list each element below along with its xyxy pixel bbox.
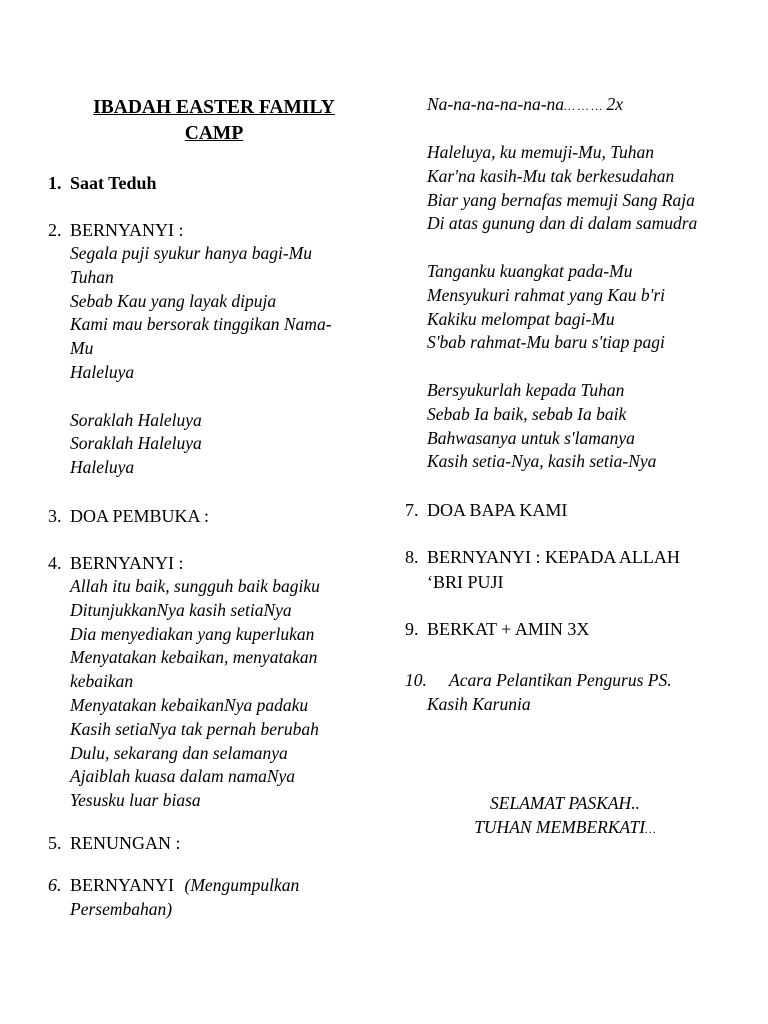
lyric-line: Dulu, sekarang dan selamanya bbox=[70, 742, 288, 763]
closing-line-2-text: TUHAN MEMBERKATI bbox=[474, 816, 646, 837]
item-10-number: 10. bbox=[405, 670, 427, 690]
lyric-line: Menyatakan kebaikan, menyatakan bbox=[70, 647, 318, 668]
verse-2 bbox=[427, 260, 665, 355]
item-8 bbox=[405, 545, 680, 569]
item-6-label: BERNYANYI bbox=[70, 875, 175, 895]
lyric-line: Haleluya bbox=[70, 361, 135, 382]
lyric-line: Sebab Kau yang layak dipuja bbox=[70, 290, 277, 311]
item-1-label: Saat Teduh bbox=[70, 173, 157, 193]
lyric-line: Tanganku kuangkat pada-Mu bbox=[427, 261, 633, 281]
closing-line-1: SELAMAT PASKAH.. bbox=[490, 793, 640, 813]
lyric-line: Mensyukuri rahmat yang Kau b'ri bbox=[427, 284, 666, 305]
item-4-label: BERNYANYI : bbox=[70, 553, 184, 573]
item-3-number: 3. bbox=[48, 506, 62, 526]
lyric-line: Yesusku luar biasa bbox=[70, 790, 201, 811]
lyric-line: Kakiku melompat bagi-Mu bbox=[427, 308, 615, 329]
refrain-repeat: 2x bbox=[602, 94, 623, 114]
song-4-lyrics bbox=[70, 575, 320, 813]
lyric-line: Kasih setiaNya tak pernah berubah bbox=[70, 718, 319, 739]
closing-line-2 bbox=[405, 816, 725, 842]
item-3 bbox=[48, 504, 209, 528]
verse-1 bbox=[427, 141, 697, 236]
item-10 bbox=[405, 669, 672, 693]
lyric-line: Kami mau bersorak tinggikan Nama- bbox=[70, 314, 332, 335]
lyric-line: Allah itu baik, sungguh baik bagiku bbox=[70, 576, 320, 596]
lyric-line: Menyatakan kebaikanNya padaku bbox=[70, 694, 309, 715]
lyric-line: Mu bbox=[70, 338, 94, 359]
item-8-number: 8. bbox=[405, 547, 419, 567]
item-3-label: DOA PEMBUKA : bbox=[70, 506, 210, 526]
item-5-label: RENUNGAN : bbox=[70, 833, 181, 853]
lyric-line: Kar'na kasih-Mu tak berkesudahan bbox=[427, 165, 675, 186]
lyric-blank bbox=[70, 385, 332, 409]
item-7-number: 7. bbox=[405, 500, 419, 520]
ellipsis-dots: … … … bbox=[564, 99, 603, 113]
item-1 bbox=[48, 171, 157, 195]
item-5-number: 5. bbox=[48, 833, 62, 853]
page-title: IBADAH EASTER FAMILY CAMP bbox=[93, 97, 335, 144]
item-6 bbox=[48, 873, 299, 898]
item-6-subtitle-cont: Persembahan) bbox=[70, 899, 173, 919]
lyric-line: DitunjukkanNya kasih setiaNya bbox=[70, 599, 292, 620]
verse-3 bbox=[427, 379, 656, 474]
lyric-line: Ajaiblah kuasa dalam namaNya bbox=[70, 766, 296, 787]
song-2-lyrics bbox=[70, 242, 332, 480]
lyric-line: Soraklah Haleluya bbox=[70, 409, 202, 430]
closing-dots: … bbox=[645, 821, 656, 836]
lyric-line: Haleluya bbox=[70, 457, 135, 478]
item-6-subtitle: (Mengumpulkan bbox=[184, 875, 300, 895]
lyric-line: Dia menyediakan yang kuperlukan bbox=[70, 623, 315, 644]
item-5 bbox=[48, 831, 181, 855]
item-2-label: BERNYANYI : bbox=[70, 220, 184, 240]
closing-greeting bbox=[405, 792, 725, 842]
lyric-line: Biar yang bernafas memuji Sang Raja bbox=[427, 189, 695, 210]
item-8-label-cont: ‘BRI PUJI bbox=[427, 572, 504, 592]
item-9-label: BERKAT + AMIN 3X bbox=[427, 619, 590, 639]
item-10-label-cont: Kasih Karunia bbox=[427, 694, 531, 714]
lyric-line: kebaikan bbox=[70, 671, 134, 692]
lyric-line: Bahwasanya untuk s'lamanya bbox=[427, 427, 635, 448]
refrain-text: Na-na-na-na-na-na bbox=[427, 94, 565, 114]
item-9-number: 9. bbox=[405, 619, 419, 639]
lyric-line: Soraklah Haleluya bbox=[70, 433, 202, 454]
item-7 bbox=[405, 498, 567, 522]
lyric-line: Segala puji syukur hanya bagi-Mu bbox=[70, 243, 313, 263]
item-1-number: 1. bbox=[48, 173, 62, 193]
lyric-line: Di atas gunung dan di dalam samudra bbox=[427, 213, 698, 234]
item-4-number: 4. bbox=[48, 553, 62, 573]
lyric-line: S'bab rahmat-Mu baru s'tiap pagi bbox=[427, 332, 665, 353]
lyric-line: Haleluya, ku memuji-Mu, Tuhan bbox=[427, 142, 654, 162]
item-8-label: BERNYANYI : KEPADA ALLAH bbox=[427, 547, 680, 567]
item-2 bbox=[48, 218, 184, 242]
item-6-number: 6. bbox=[48, 875, 62, 895]
lyric-line: Kasih setia-Nya, kasih setia-Nya bbox=[427, 451, 657, 472]
item-4 bbox=[48, 551, 184, 575]
song-refrain-line bbox=[427, 93, 623, 119]
item-2-number: 2. bbox=[48, 220, 62, 240]
lyric-line: Tuhan bbox=[70, 266, 114, 287]
item-9 bbox=[405, 617, 589, 641]
lyric-line: Bersyukurlah kepada Tuhan bbox=[427, 380, 625, 400]
item-7-label: DOA BAPA KAMI bbox=[427, 500, 568, 520]
lyric-line: Sebab Ia baik, sebab Ia baik bbox=[427, 403, 627, 424]
item-10-label: Acara Pelantikan Pengurus PS. bbox=[449, 670, 672, 690]
